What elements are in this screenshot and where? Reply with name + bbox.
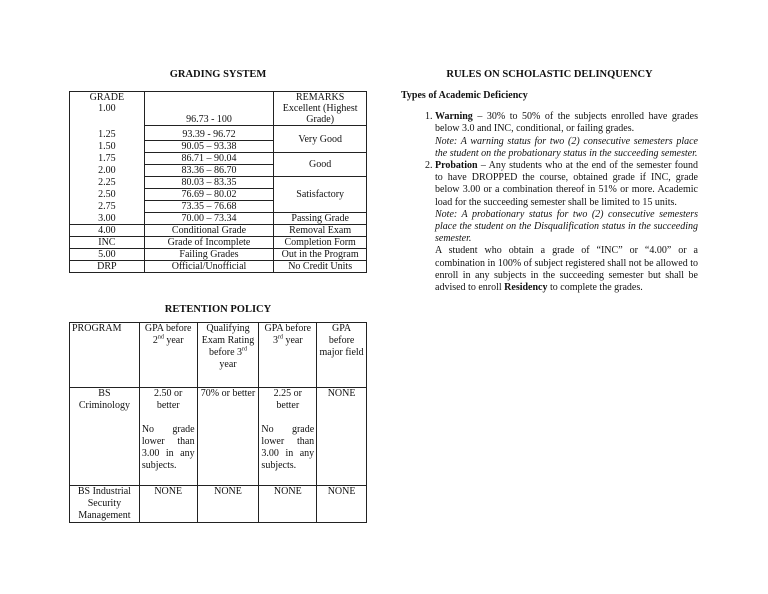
scholastic-delinquency-title: RULES ON SCHOLASTIC DELINQUENCY <box>446 69 653 80</box>
remark-cell: No Credit Units <box>274 261 367 273</box>
deficiency-subtitle: Types of Academic Deficiency <box>401 90 528 101</box>
list-item-warning: 1. Warning – 30% to 50% of the subjects enrolled have grades below 3.0 and INC, conditional, or failing grades. Note: A warning status for two (2) consecutive semesters place the student on the probationary status in the succeeding semester. <box>435 111 698 160</box>
table-row <box>70 249 367 261</box>
grade-cell: 1.75 <box>70 153 145 165</box>
remarks-header: REMARKS <box>295 92 345 103</box>
grade-cell: 2.00 <box>70 165 145 177</box>
residency-paragraph: A student who obtain a grade of “INC” or “4.00” or a combination in 100% of subject registered shall not be allowed to enroll in any subjects in the succeeding semester but shall be advised to enroll Residency to complete the grades. <box>435 245 698 294</box>
program-header: PROGRAM <box>70 323 140 388</box>
retention-policy-title: RETENTION POLICY <box>164 304 272 315</box>
range-cell: 90.05 – 93.38 <box>144 141 274 153</box>
grading-table <box>69 91 367 273</box>
remark-cell: Passing Grade <box>274 213 367 225</box>
grade-header: GRADE <box>89 92 125 103</box>
table-row <box>70 92 367 126</box>
gpa-cell: NONE <box>139 486 197 523</box>
range-cell: 96.73 - 100 <box>144 92 274 126</box>
probation-note: Note: A probationary status for two (2) consecutive semesters place the student on the Disqualification status in the succeeding semester. <box>435 208 698 245</box>
grade-cell: 2.25 <box>70 177 145 189</box>
remark-cell: Good <box>274 153 367 177</box>
range-cell: Conditional Grade <box>144 225 274 237</box>
range-cell: Grade of Incomplete <box>144 237 274 249</box>
grade-cell: 3.00 <box>70 213 145 225</box>
grade-cell: 1.50 <box>70 141 145 153</box>
qualifying-cell: 70% or better <box>197 388 259 486</box>
qualifying-cell: NONE <box>197 486 259 523</box>
list-item-probation: 2. Probation – Any students who at the end of the semester found to have DROPPED the course, obtained grade if INC, grade below 3.00 or a combination thereof in 51% or more. Academic load for the succeeding semester shall be limited to 15 units. Note: A probationary status for two (2) consecutive semesters place the student on the Disqualification status in the succeeding semester. A student who obtain a grade of “INC” or “4.00” or a combination in 100% of subject registered shall not be allowed to enroll in any subjects in the succeeding semester but shall be advised to enroll Residency to complete the grades. <box>435 160 698 294</box>
grade-cell: INC <box>70 237 145 249</box>
table-row <box>70 323 367 388</box>
gpa-major-header: GPA before major field <box>317 323 367 388</box>
grade-cell: 4.00 <box>70 225 145 237</box>
table-row <box>70 388 367 486</box>
remark-cell: Out in the Program <box>274 249 367 261</box>
remark-cell: Excellent (Highest Grade) <box>282 103 358 125</box>
range-cell: 83.36 – 86.70 <box>144 165 274 177</box>
qualifying-exam-header: Qualifying Exam Rating before 3rd year <box>197 323 259 388</box>
range-cell: Official/Unofficial <box>144 261 274 273</box>
major-cell: NONE <box>317 486 367 523</box>
gpa-cell: NONE <box>259 486 317 523</box>
gpa-value: 2.50 or better <box>154 388 183 411</box>
gpa-cell <box>259 388 317 486</box>
table-row <box>70 486 367 523</box>
range-cell: Failing Grades <box>144 249 274 261</box>
table-row <box>70 237 367 249</box>
range-cell: 86.71 – 90.04 <box>144 153 274 165</box>
table-row <box>70 213 367 225</box>
range-cell: 93.39 - 96.72 <box>144 126 274 141</box>
gpa-cell <box>139 388 197 486</box>
gpa-note: No grade lower than 3.00 in any subjects. <box>261 424 315 471</box>
table-row <box>70 126 367 141</box>
table-row <box>70 261 367 273</box>
program-cell: BS Industrial Security Management <box>70 486 140 523</box>
table-row <box>70 153 367 165</box>
grade-cell: 2.75 <box>70 201 145 213</box>
gpa-2nd-year-header: GPA before 2nd year <box>139 323 197 388</box>
major-cell: NONE <box>317 388 367 486</box>
grading-system-title: GRADING SYSTEM <box>169 69 267 80</box>
gpa-note: No grade lower than 3.00 in any subjects. <box>141 424 195 471</box>
range-cell: 70.00 – 73.34 <box>144 213 274 225</box>
remark-cell: Very Good <box>274 126 367 153</box>
range-cell: 76.69 – 80.02 <box>144 189 274 201</box>
gpa-3rd-year-header: GPA before 3rd year <box>259 323 317 388</box>
remark-cell: Removal Exam <box>274 225 367 237</box>
rules-section <box>401 90 698 294</box>
grade-cell: 5.00 <box>70 249 145 261</box>
table-row <box>70 225 367 237</box>
remark-cell: Completion Form <box>274 237 367 249</box>
program-cell: BS Criminology <box>70 388 140 486</box>
retention-table <box>69 322 367 523</box>
grade-cell: 1.25 <box>70 126 145 141</box>
gpa-value: 2.25 or better <box>273 388 302 411</box>
table-row <box>70 177 367 189</box>
grade-cell: 1.00 <box>98 103 116 114</box>
deficiency-list <box>401 111 698 294</box>
grade-cell: 2.50 <box>70 189 145 201</box>
remark-cell: Satisfactory <box>274 177 367 213</box>
range-cell: 80.03 – 83.35 <box>144 177 274 189</box>
range-cell: 73.35 – 76.68 <box>144 201 274 213</box>
grade-cell: DRP <box>70 261 145 273</box>
warning-note: Note: A warning status for two (2) consecutive semesters place the student on the probationary status in the succeeding semester. <box>435 135 698 159</box>
